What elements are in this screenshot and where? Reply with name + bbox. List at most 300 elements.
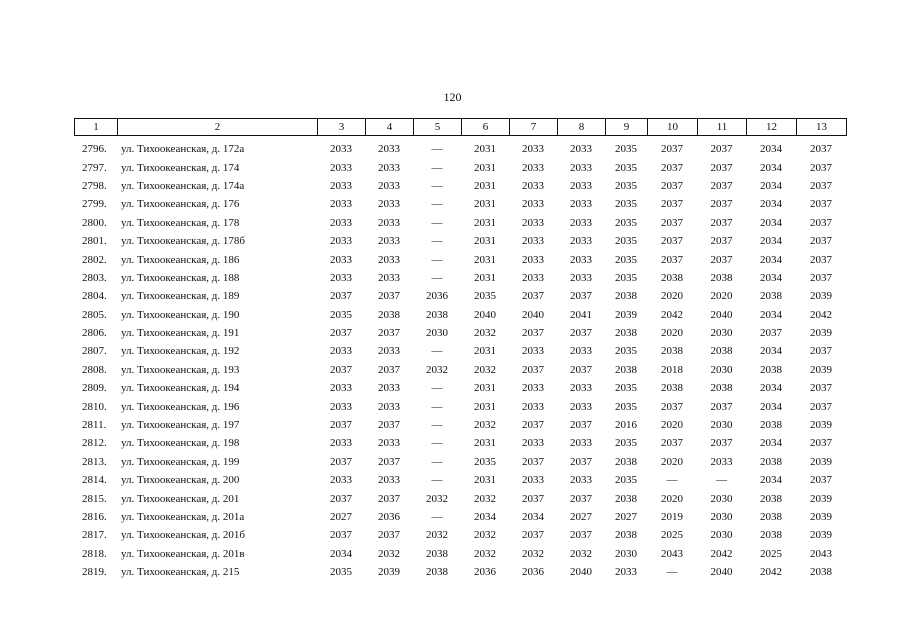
year-cell: 2038 [615,529,637,542]
year-cell: 2033 [378,161,400,174]
year-cell: 2037 [710,437,733,450]
address-cell: ул. Тихоокеанская, д. 215 [121,566,240,579]
address-cell: ул. Тихоокеанская, д. 197 [121,419,240,432]
year-cell: 2033 [570,216,592,229]
address-cell: ул. Тихоокеанская, д. 201а [121,511,245,523]
year-cell: 2030 [710,327,733,340]
year-cell: 2038 [760,492,782,505]
year-cell: 2033 [522,161,544,174]
year-cell: 2035 [615,437,637,450]
address-cell: ул. Тихоокеанская, д. 178 [121,216,240,229]
year-cell: — [431,437,443,450]
year-cell: 2037 [661,216,683,229]
year-cell: 2033 [570,437,592,450]
year-cell: — [431,143,443,156]
row-number: 2816. [82,511,107,523]
year-cell: 2038 [615,455,637,468]
row-number: 2796. [82,143,107,156]
year-cell: 2037 [810,345,832,358]
year-cell: 2032 [474,363,496,376]
year-cell: 2037 [330,529,352,542]
year-cell: 2043 [810,547,832,560]
address-cell: ул. Тихоокеанская, д. 190 [121,308,240,321]
year-cell: 2035 [615,143,637,156]
year-cell: 2039 [810,492,832,505]
column-header-1: 1 [75,119,118,136]
year-cell: 2038 [426,308,448,321]
year-cell: 2037 [378,529,400,542]
year-cell: 2038 [426,566,448,579]
year-cell: 2039 [810,290,832,303]
address-cell: ул. Тихоокеанская, д. 186 [121,253,240,266]
row-number: 2809. [82,382,107,395]
year-cell: 2037 [810,271,832,284]
year-cell: 2033 [570,253,592,266]
year-cell: — [431,455,443,468]
column-header-7: 7 [510,119,558,136]
year-cell: 2032 [474,529,496,542]
year-cell: 2042 [661,308,683,321]
year-cell: 2034 [760,143,782,156]
year-cell: 2034 [474,511,496,523]
header-row [75,119,847,136]
year-cell: — [431,216,443,229]
table-row [74,379,846,397]
year-cell: 2033 [330,216,352,229]
table-row [74,214,846,232]
year-cell: 2032 [426,529,448,542]
year-cell: 2033 [522,235,544,248]
row-number: 2800. [82,216,107,229]
year-cell: 2033 [522,400,544,413]
column-header-13: 13 [797,119,847,136]
year-cell: 2031 [474,271,496,284]
year-cell: — [431,253,443,266]
year-cell: 2037 [378,363,400,376]
year-cell: 2033 [570,161,592,174]
table-row [74,140,846,158]
year-cell: — [431,198,443,211]
year-cell: 2033 [522,253,544,266]
address-cell: ул. Тихоокеанская, д. 176 [121,198,240,211]
year-cell: 2038 [760,363,782,376]
year-cell: 2037 [378,419,400,432]
year-cell: 2034 [760,198,782,211]
year-cell: 2037 [810,400,832,413]
year-cell: 2030 [710,419,733,432]
row-number: 2815. [82,492,107,505]
table-row [74,416,846,434]
year-cell: 2039 [810,511,832,523]
year-cell: 2037 [522,419,544,432]
year-cell: 2038 [661,271,683,284]
year-cell: 2037 [330,419,352,432]
address-cell: ул. Тихоокеанская, д. 188 [121,271,240,284]
year-cell: 2033 [330,400,352,413]
year-cell: 2037 [378,492,400,505]
address-cell: ул. Тихоокеанская, д. 199 [121,455,240,468]
year-cell: 2034 [522,511,544,523]
year-cell: 2037 [661,161,683,174]
table-row [74,269,846,287]
column-header-11: 11 [698,119,747,136]
address-cell: ул. Тихоокеанская, д. 201б [121,529,245,542]
address-cell: ул. Тихоокеанская, д. 174а [121,179,245,192]
table-row [74,508,846,526]
year-cell: 2031 [474,345,496,358]
address-cell: ул. Тихоокеанская, д. 201в [121,547,245,560]
year-cell: 2031 [474,235,496,248]
column-header-12: 12 [747,119,797,136]
year-cell: 2033 [378,198,400,211]
year-cell: 2035 [615,198,637,211]
column-header-9: 9 [606,119,648,136]
year-cell: 2030 [710,363,733,376]
year-cell: 2034 [760,474,782,487]
year-cell: 2037 [378,290,400,303]
year-cell: 2035 [615,382,637,395]
row-number: 2804. [82,290,107,303]
row-number: 2811. [82,419,107,432]
year-cell: 2039 [810,529,832,542]
year-cell: 2035 [615,235,637,248]
year-cell: 2033 [570,235,592,248]
year-cell: 2033 [570,474,592,487]
year-cell: 2033 [570,345,592,358]
address-cell: ул. Тихоокеанская, д. 200 [121,474,240,487]
year-cell: 2033 [570,143,592,156]
year-cell: 2037 [661,179,683,192]
table-row [74,434,846,452]
year-cell: — [431,400,443,413]
row-number: 2808. [82,363,107,376]
year-cell: 2033 [522,143,544,156]
address-cell: ул. Тихоокеанская, д. 194 [121,382,240,395]
year-cell: 2027 [570,511,592,523]
year-cell: 2034 [760,161,782,174]
year-cell: — [431,474,443,487]
year-cell: 2036 [426,290,448,303]
year-cell: 2035 [330,308,352,321]
year-cell: 2025 [760,547,782,560]
year-cell: 2035 [615,161,637,174]
year-cell: — [666,566,678,579]
year-cell: 2037 [810,198,832,211]
year-cell: 2039 [810,419,832,432]
year-cell: 2040 [474,308,496,321]
year-cell: 2036 [378,511,400,523]
year-cell: 2037 [810,437,832,450]
year-cell: 2033 [378,474,400,487]
address-cell: ул. Тихоокеанская, д. 196 [121,400,240,413]
year-cell: 2038 [615,327,637,340]
year-cell: 2033 [330,143,352,156]
year-cell: 2040 [710,566,733,579]
year-cell: 2033 [378,271,400,284]
year-cell: — [431,511,443,523]
table-row [74,250,846,268]
year-cell: 2033 [378,143,400,156]
year-cell: 2033 [522,382,544,395]
row-number: 2814. [82,474,107,487]
year-cell: 2037 [570,363,592,376]
year-cell: 2038 [710,345,733,358]
year-cell: 2040 [522,308,544,321]
row-number: 2812. [82,437,107,450]
table-row [74,177,846,195]
year-cell: 2039 [810,455,832,468]
year-cell: 2033 [710,455,733,468]
row-number: 2801. [82,235,107,248]
year-cell: 2038 [615,290,637,303]
year-cell: 2038 [661,345,683,358]
year-cell: 2037 [810,143,832,156]
year-cell: 2038 [378,308,400,321]
year-cell: 2035 [615,216,637,229]
year-cell: — [431,271,443,284]
year-cell: 2031 [474,216,496,229]
year-cell: 2032 [474,492,496,505]
year-cell: 2030 [426,327,448,340]
table-row [74,471,846,489]
table-row [74,526,846,544]
row-number: 2802. [82,253,107,266]
row-number: 2818. [82,547,107,560]
year-cell: 2038 [710,271,733,284]
year-cell: 2033 [378,382,400,395]
year-cell: 2034 [760,216,782,229]
year-cell: 2032 [426,363,448,376]
table-row [74,324,846,342]
year-cell: 2033 [330,474,352,487]
year-cell: 2027 [615,511,637,523]
year-cell: 2035 [474,455,496,468]
year-cell: 2038 [760,455,782,468]
table-row [74,342,846,360]
table-row [74,489,846,507]
address-cell: ул. Тихоокеанская, д. 191 [121,327,240,340]
year-cell: 2032 [378,547,400,560]
column-header-5: 5 [414,119,462,136]
year-cell: 2037 [330,327,352,340]
year-cell: — [431,179,443,192]
year-cell: 2033 [378,216,400,229]
year-cell: 2033 [570,400,592,413]
year-cell: — [431,235,443,248]
year-cell: 2037 [710,161,733,174]
year-cell: 2037 [661,437,683,450]
year-cell: 2037 [570,529,592,542]
year-cell: 2037 [710,400,733,413]
year-cell: 2039 [378,566,400,579]
year-cell: 2037 [710,179,733,192]
table-row [74,158,846,176]
year-cell: 2037 [570,290,592,303]
year-cell: 2037 [710,143,733,156]
year-cell: 2032 [570,547,592,560]
page-number: 120 [443,90,462,104]
year-cell: 2020 [661,455,683,468]
table-row [74,563,846,581]
year-cell: 2031 [474,474,496,487]
year-cell: 2037 [330,455,352,468]
year-cell: 2038 [615,363,637,376]
year-cell: 2032 [474,327,496,340]
year-cell: 2037 [810,216,832,229]
year-cell: 2035 [330,566,352,579]
year-cell: — [666,474,678,487]
year-cell: 2038 [760,419,782,432]
year-cell: 2033 [330,253,352,266]
year-cell: 2033 [378,179,400,192]
year-cell: 2025 [661,529,683,542]
table-row [74,287,846,305]
year-cell: 2033 [330,198,352,211]
year-cell: 2031 [474,143,496,156]
year-cell: 2033 [570,382,592,395]
year-cell: 2030 [710,492,733,505]
column-header-table [74,118,847,136]
year-cell: 2033 [570,198,592,211]
year-cell: 2019 [661,511,683,523]
year-cell: — [431,161,443,174]
address-cell: ул. Тихоокеанская, д. 193 [121,363,240,376]
row-number: 2807. [82,345,107,358]
year-cell: 2037 [810,179,832,192]
column-header-6: 6 [462,119,510,136]
year-cell: 2039 [810,327,832,340]
year-cell: 2033 [330,437,352,450]
table-row [74,306,846,324]
year-cell: 2033 [330,271,352,284]
address-cell: ул. Тихоокеанская, д. 192 [121,345,240,358]
year-cell: 2039 [615,308,637,321]
year-cell: 2037 [710,235,733,248]
year-cell: 2035 [615,271,637,284]
year-cell: 2037 [330,492,352,505]
year-cell: 2038 [710,382,733,395]
year-cell: 2034 [760,253,782,266]
year-cell: 2034 [760,345,782,358]
year-cell: 2038 [760,529,782,542]
year-cell: 2037 [522,363,544,376]
table-row [74,453,846,471]
year-cell: 2038 [760,511,782,523]
year-cell: 2031 [474,382,496,395]
year-cell: 2037 [710,216,733,229]
year-cell: 2038 [810,566,832,579]
year-cell: 2031 [474,400,496,413]
table-row [74,195,846,213]
year-cell: 2038 [426,547,448,560]
row-number: 2810. [82,400,107,413]
year-cell: — [431,345,443,358]
row-number: 2806. [82,327,107,340]
row-number: 2817. [82,529,107,542]
year-cell: 2038 [661,382,683,395]
year-cell: 2037 [810,474,832,487]
year-cell: 2040 [710,308,733,321]
year-cell: 2027 [330,511,352,523]
year-cell: 2032 [474,547,496,560]
year-cell: 2039 [810,363,832,376]
year-cell: 2033 [522,474,544,487]
year-cell: 2037 [570,455,592,468]
year-cell: 2031 [474,437,496,450]
row-number: 2813. [82,455,107,468]
year-cell: 2037 [810,253,832,266]
year-cell: 2034 [760,179,782,192]
year-cell: 2036 [474,566,496,579]
year-cell: 2020 [661,419,683,432]
year-cell: 2041 [570,308,592,321]
row-number: 2805. [82,308,107,321]
column-header-4: 4 [366,119,414,136]
year-cell: 2037 [522,455,544,468]
year-cell: 2035 [615,345,637,358]
year-cell: 2032 [426,492,448,505]
year-cell: 2033 [522,345,544,358]
year-cell: 2034 [760,382,782,395]
row-number: 2797. [82,161,107,174]
year-cell: 2037 [661,400,683,413]
year-cell: 2018 [661,363,683,376]
address-cell: ул. Тихоокеанская, д. 172а [121,143,245,156]
year-cell: — [431,382,443,395]
year-cell: 2033 [330,161,352,174]
row-number: 2798. [82,179,107,192]
data-table-body [74,140,846,581]
address-cell: ул. Тихоокеанская, д. 174 [121,161,240,174]
year-cell: 2033 [378,235,400,248]
year-cell: 2035 [615,179,637,192]
year-cell: 2037 [570,419,592,432]
year-cell: 2037 [330,363,352,376]
year-cell: — [716,474,727,487]
year-cell: 2037 [661,143,683,156]
year-cell: 2034 [760,235,782,248]
year-cell: 2030 [710,529,733,542]
year-cell: 2033 [615,566,637,579]
year-cell: 2035 [615,474,637,487]
year-cell: 2037 [378,327,400,340]
year-cell: 2034 [330,547,352,560]
table-row [74,397,846,415]
year-cell: 2037 [378,455,400,468]
year-cell: 2035 [474,290,496,303]
year-cell: 2035 [615,253,637,266]
year-cell: 2030 [710,511,733,523]
year-cell: 2033 [522,437,544,450]
year-cell: 2020 [661,327,683,340]
year-cell: 2037 [760,327,782,340]
year-cell: 2033 [378,400,400,413]
year-cell: 2030 [615,547,637,560]
address-cell: ул. Тихоокеанская, д. 189 [121,290,240,303]
year-cell: 2033 [522,216,544,229]
year-cell: 2033 [570,271,592,284]
table-row [74,232,846,250]
year-cell: 2033 [570,179,592,192]
address-cell: ул. Тихоокеанская, д. 178б [121,235,245,248]
year-cell: 2033 [522,179,544,192]
row-number: 2803. [82,271,107,284]
year-cell: 2031 [474,198,496,211]
year-cell: 2040 [570,566,592,579]
row-number: 2819. [82,566,107,579]
year-cell: 2034 [760,271,782,284]
year-cell: 2037 [661,235,683,248]
